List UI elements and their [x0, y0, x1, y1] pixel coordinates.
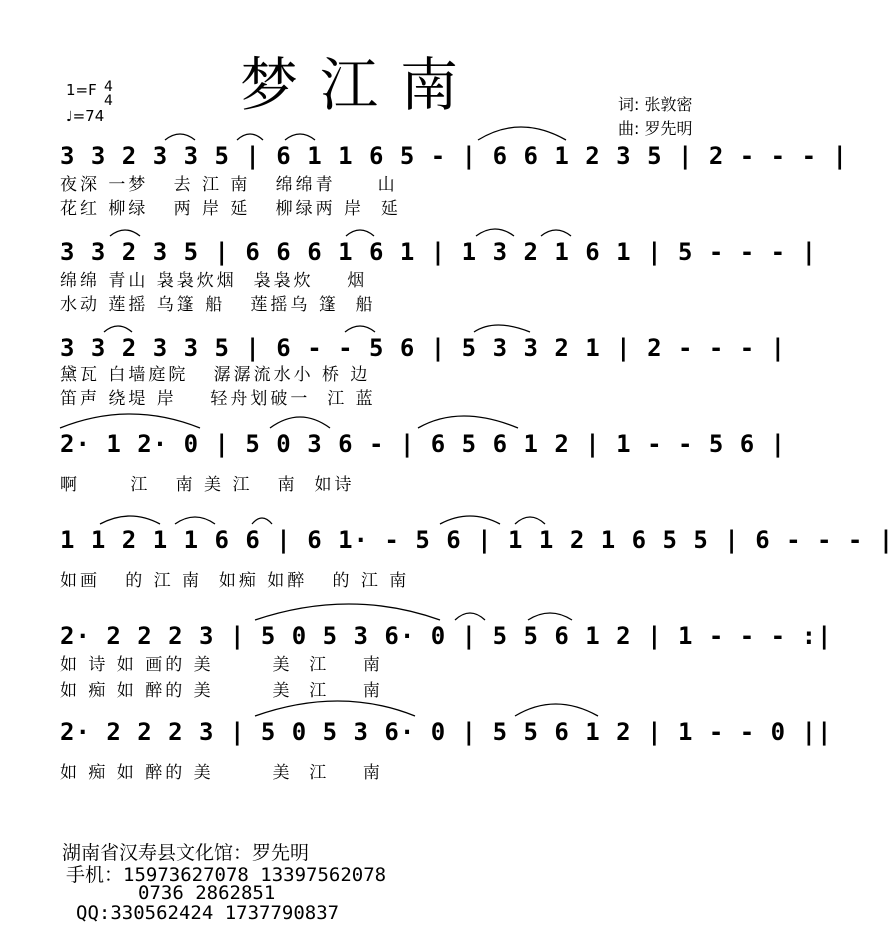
quarter-note-icon: ♩	[66, 109, 73, 125]
slur-arc	[515, 704, 598, 716]
slur-arc	[255, 701, 415, 716]
slur-arc	[541, 230, 571, 236]
slur-arc	[528, 613, 572, 620]
slur-arc	[252, 518, 272, 524]
music-line-7: 2· 2 2 2 3 | 5 0 5 3 6· 0 | 5 5 6 1 2 | 1 - - 0 ||	[60, 718, 833, 746]
footer-landline: 0736 2862851	[138, 882, 276, 904]
music-line-5: 1 1 2 1 1 6 6 | 6 1· - 5 6 | 1 1 2 1 6 5 5 | 6 - - - |	[60, 526, 894, 554]
slur-arc	[345, 326, 375, 332]
slur-arc	[104, 326, 132, 332]
composer-credit: 曲: 罗先明	[618, 119, 693, 138]
lyrics-line-3a: 黛瓦 白墙庭院 潺潺流水小 桥 边	[60, 365, 371, 385]
slur-arc	[476, 229, 514, 236]
song-title: 梦江南	[240, 51, 481, 119]
lyrics-line-7a: 如 痴 如 醉的 美 美 江 南	[60, 763, 383, 783]
slur-arc	[478, 127, 566, 140]
slur-arc	[418, 416, 518, 428]
slur-arc	[165, 134, 195, 140]
slur-arc	[237, 134, 263, 140]
lyrics-line-5a: 如画 的 江 南 如痴 如醉 的 江 南	[60, 571, 410, 591]
slur-arc	[175, 517, 215, 524]
music-line-6: 2· 2 2 2 3 | 5 0 5 3 6· 0 | 5 5 6 1 2 | 1 - - - :|	[60, 622, 833, 650]
slur-arc	[515, 517, 545, 524]
tempo-value: =74	[72, 107, 105, 125]
slur-arc	[60, 414, 200, 428]
time-signature-bottom: 4	[104, 93, 113, 109]
lyrics-line-6a: 如 诗 如 画的 美 美 江 南	[60, 655, 383, 675]
slur-arc	[100, 516, 160, 524]
slur-arc	[455, 613, 485, 620]
footer-qq: QQ:330562424 1737790837	[76, 902, 340, 924]
music-line-4: 2· 1 2· 0 | 5 0 3 6 - | 6 5 6 1 2 | 1 - - 5 6 |	[60, 430, 787, 458]
slur-arc	[440, 516, 500, 524]
slur-arc	[110, 230, 140, 236]
lyricist-credit: 词: 张敦密	[618, 95, 693, 114]
slur-arc	[346, 230, 374, 236]
slur-arc	[255, 604, 440, 620]
slur-arc	[474, 325, 530, 332]
lyrics-line-2b: 水动 莲摇 乌篷 船 莲摇乌 篷 船	[60, 295, 376, 315]
key-signature: 1=F	[66, 81, 97, 99]
slur-arc	[285, 134, 315, 140]
lyrics-line-1a: 夜深 一梦 去 江 南 绵绵青 山	[60, 175, 398, 195]
time-signature-top: 4	[104, 79, 113, 95]
music-line-3: 3 3 2 3 3 5 | 6 - - 5 6 | 5 3 3 2 1 | 2 - - - |	[60, 334, 787, 362]
lyrics-line-1b: 花红 柳绿 两 岸 延 柳绿两 岸 延	[60, 199, 401, 219]
footer-org: 湖南省汉寿县文化馆：罗先明	[62, 842, 310, 864]
slur-arc	[270, 417, 330, 428]
lyrics-line-6b: 如 痴 如 醉的 美 美 江 南	[60, 681, 383, 701]
footer-phone: 手机：15973627078 13397562078	[66, 864, 387, 886]
lyrics-line-2a: 绵绵 青山 袅袅炊烟 袅袅炊 烟	[60, 271, 368, 291]
lyrics-line-4a: 啊 江 南 美 江 南 如诗	[60, 475, 355, 495]
music-line-2: 3 3 2 3 5 | 6 6 6 1 6 1 | 1 3 2 1 6 1 | 5 - - - |	[60, 238, 818, 266]
music-line-1: 3 3 2 3 3 5 | 6 1 1 6 5 - | 6 6 1 2 3 5 | 2 - - - |	[60, 142, 848, 170]
lyrics-line-3b: 笛声 绕堤 岸 轻舟划破一 江 蓝	[60, 389, 376, 409]
